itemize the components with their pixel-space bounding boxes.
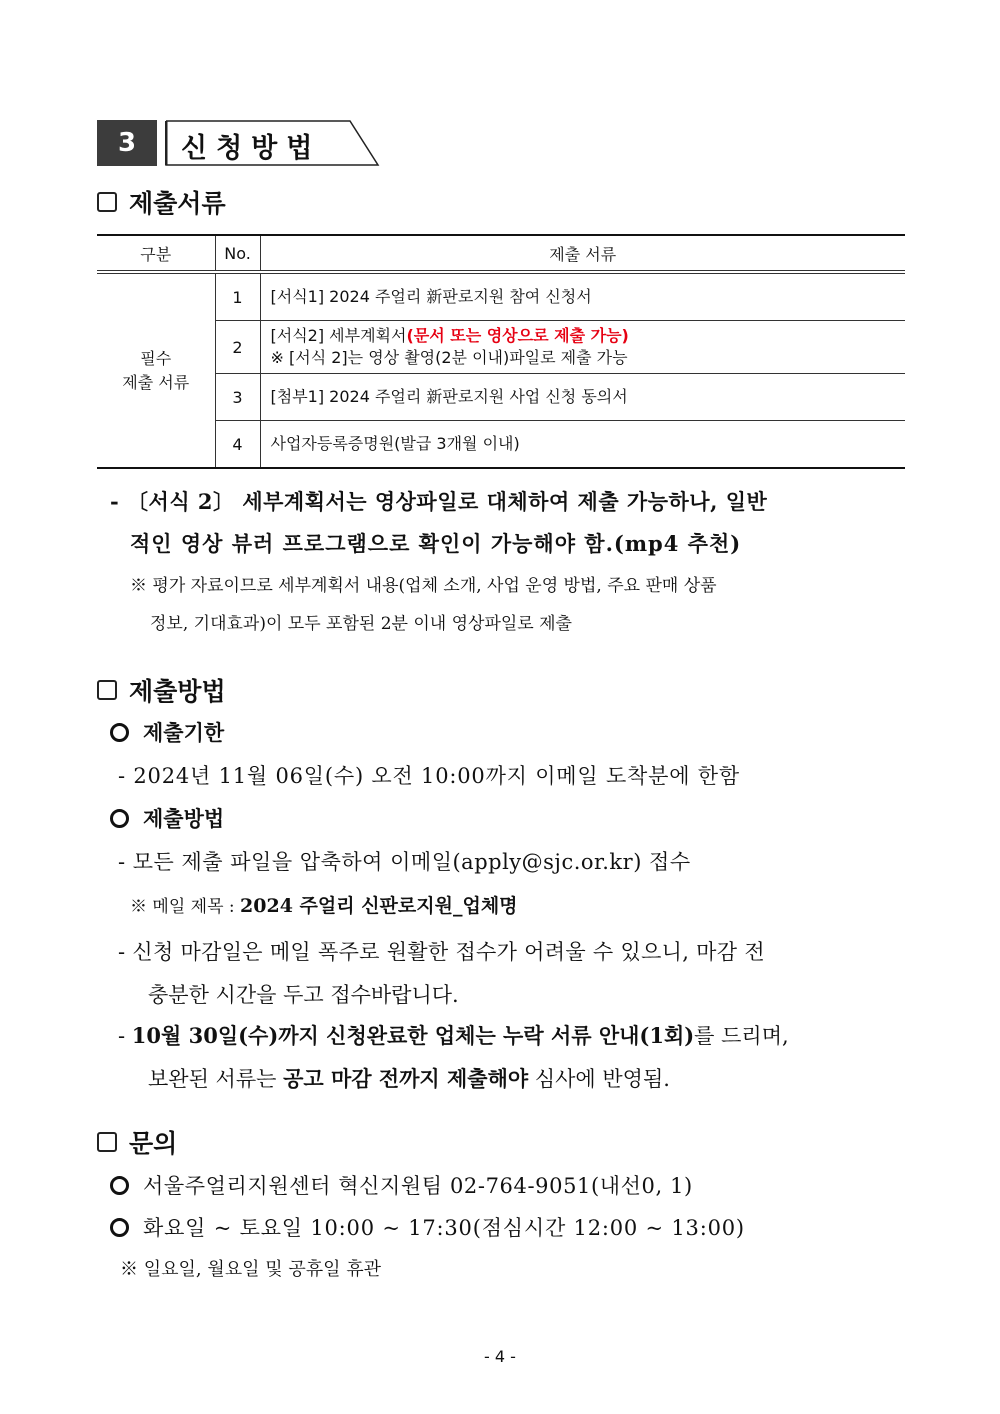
- category-line-2: 제출 서류: [122, 372, 190, 392]
- october-note-line-1: [118, 1020, 789, 1050]
- video-note-line-2: 적인 영상 뷰러 프로그램으로 확인이 가능해야 함.(mp4 추천): [130, 531, 742, 556]
- table-cell-no: 1: [215, 272, 260, 321]
- heading-submit-docs-label: 제출서류: [129, 189, 226, 218]
- october-bold-1: 10월 30일(수)까지 신청완료한 업체는 누락 서류 안내(1회): [131, 1023, 695, 1048]
- submit-docs-table: [97, 234, 905, 469]
- table-cell-no: 3: [215, 374, 260, 421]
- heading-submit-method-label: 제출방법: [129, 677, 226, 706]
- heading-contact: [97, 1124, 177, 1160]
- method-text: - 모든 제출 파일을 압축하여 이메일(apply@sjc.or.kr) 접수: [118, 850, 691, 874]
- circle-bullet-icon: [110, 723, 129, 742]
- caution-line-1: - 신청 마감일은 메일 폭주로 원활한 접수가 어려울 수 있으니, 마감 전: [118, 940, 765, 964]
- checkbox-icon: [97, 1132, 117, 1152]
- table-cell-no: 2: [215, 321, 260, 374]
- october-note-line-2: [148, 1063, 670, 1093]
- contact-hours: 화요일 ~ 토요일 10:00 ~ 17:30(점심시간 12:00 ~ 13:00): [143, 1216, 745, 1240]
- october-plain-2: 보완된 서류는: [148, 1067, 284, 1091]
- page-number: - 4 -: [484, 1347, 516, 1366]
- table-header-no: No.: [215, 235, 260, 272]
- doc-2-note: ※ [서식 2]는 영상 촬영(2분 이내)파일로 제출 가능: [270, 348, 628, 367]
- mail-subject-prefix: ※ 메일 제목 :: [130, 897, 241, 917]
- table-cell-doc: [첨부1] 2024 주얼리 新판로지원 사업 신청 동의서: [260, 374, 905, 421]
- table-cell-doc: [260, 321, 905, 374]
- eval-note-line-2: 정보, 기대효과)이 모두 포함된 2분 이내 영상파일로 제출: [150, 614, 572, 634]
- mail-subject: 2024 주얼리 신판로지원_업체명: [240, 895, 518, 917]
- table-cell-no: 4: [215, 421, 260, 469]
- deadline-label-text: 제출기한: [143, 721, 225, 745]
- circle-bullet-icon: [110, 1176, 129, 1195]
- eval-note-line-1: ※ 평가 자료이므로 세부계획서 내용(업체 소개, 사업 운영 방법, 주요 판매 상품: [130, 576, 717, 596]
- method-label: [110, 803, 224, 833]
- contact-note: ※ 일요일, 월요일 및 공휴일 휴관: [120, 1259, 381, 1280]
- circle-bullet-icon: [110, 1218, 129, 1237]
- heading-submit-docs: [97, 184, 226, 220]
- table-cell-doc: 사업자등록증명원(발급 3개월 이내): [260, 421, 905, 469]
- table-row: [97, 421, 905, 469]
- deadline-label: [110, 717, 224, 747]
- mail-subject-note: [130, 891, 518, 918]
- october-bold-2: 공고 마감 전까지 제출해야: [283, 1066, 529, 1091]
- method-label-text: 제출방법: [143, 807, 225, 831]
- october-dash: -: [118, 1024, 132, 1048]
- doc-2-highlight: (문서 또는 영상으로 제출 가능): [406, 326, 629, 345]
- table-header-row: [97, 235, 905, 272]
- table-row: [97, 321, 905, 374]
- table-header-kind: 구분: [97, 235, 215, 272]
- contact-line-1: [110, 1170, 693, 1200]
- contact-line-2: [110, 1212, 745, 1242]
- category-line-1: 필수: [140, 348, 172, 368]
- circle-bullet-icon: [110, 809, 129, 828]
- table-cell-doc: [서식1] 2024 주얼리 新판로지원 참여 신청서: [260, 272, 905, 321]
- doc-2-text: [서식2] 세부계획서: [270, 326, 407, 345]
- table-row: [97, 272, 905, 321]
- section-title: 신청방법: [181, 133, 322, 164]
- heading-submit-method: [97, 672, 226, 708]
- section-title-box: [165, 120, 380, 166]
- checkbox-icon: [97, 192, 117, 212]
- table-row: [97, 374, 905, 421]
- checkbox-icon: [97, 680, 117, 700]
- heading-contact-label: 문의: [129, 1129, 178, 1158]
- section-number: 3: [97, 120, 157, 166]
- video-note-line-1: - 〔서식 2〕 세부계획서는 영상파일로 대체하여 제출 가능하나, 일반: [110, 489, 768, 514]
- october-plain-1: 를 드리며,: [694, 1024, 789, 1048]
- october-plain-3: 심사에 반영됨.: [528, 1067, 670, 1091]
- contact-phone: 서울주얼리지원센터 혁신지원팀 02-764-9051(내선0, 1): [143, 1174, 693, 1198]
- deadline-text: - 2024년 11월 06일(수) 오전 10:00까지 이메일 도착분에 한함: [118, 764, 740, 788]
- caution-line-2: 충분한 시간을 두고 접수바랍니다.: [148, 983, 459, 1007]
- table-category-cell: [97, 272, 215, 468]
- table-header-docs: 제출 서류: [260, 235, 905, 272]
